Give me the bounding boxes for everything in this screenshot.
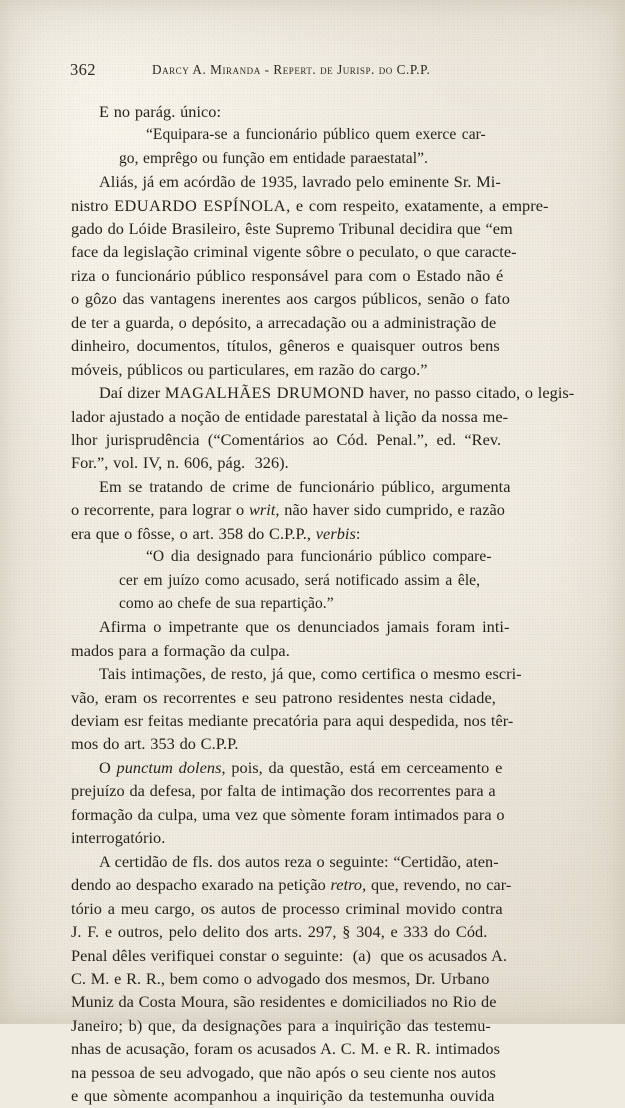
text-line: Daí dizer MAGALHÃES DRUMOND haver, no passo citado, o legis- <box>99 383 575 403</box>
text-line: gado do Lóide Brasileiro, êste Supremo Tribunal decidira que “em <box>71 218 513 238</box>
text-line: prejuízo da defesa, por falta de intimação dos recorrentes para a <box>71 781 496 801</box>
text-line: “O dia designado para funcionário público compare- <box>146 548 492 566</box>
paragraph-tais-intimacoes <box>71 662 555 756</box>
text-line: de ter a guarda, o depósito, a arrecadação ou a administração de <box>71 312 497 332</box>
text-line: riza o funcionário público responsável para com o Estado não é <box>71 265 504 285</box>
text-line: deviam esr feitas mediante precatória para aqui despedida, nos têr- <box>71 711 514 730</box>
page-number: 362 <box>70 60 96 79</box>
text-line: Afirma o impetrante que os denunciados jamais foram inti- <box>99 617 510 637</box>
paragraph-o-punctum-dolens <box>71 756 555 850</box>
text-line: J. F. e outros, pelo delito dos arts. 297, § 304, e 333 do Cód. <box>71 922 488 942</box>
text-line: formação da culpa, uma vez que sòmente foram intimados para o <box>71 804 505 824</box>
text-line: mos do art. 353 do C.P.P. <box>71 734 239 754</box>
text-line: lhor jurisprudência (“Comentários ao Cód. Penal.”, ed. “Rev. <box>71 430 502 450</box>
text-line: Penal dêles verifiquei constar o seguinte: (a) que os acusados A. <box>71 945 507 965</box>
paragraph-alias-ja-em-acordao <box>71 170 555 381</box>
text-line: Tais intimações, de resto, já que, como certifica o mesmo escri- <box>99 664 522 684</box>
text-line: face da legislação criminal vigente sôbre o peculato, o que caracte- <box>71 242 517 262</box>
text-line: “Equipara-se a funcionário público quem exerce car- <box>146 126 486 144</box>
text-line: dinheiro, documentos, títulos, gêneros e quaisquer outros bens <box>71 336 500 356</box>
paragraph-afirma-o-impetrante <box>71 615 555 662</box>
text-line: Em se tratando de crime de funcionário público, argumenta <box>99 476 511 496</box>
text-line: como ao chefe de sua repartição.” <box>119 594 334 612</box>
text-line: tório a meu cargo, os autos de processo criminal movido contra <box>71 898 503 918</box>
text-line: nhas de acusação, foram os acusados A. C. M. e R. R. intimados <box>71 1039 501 1059</box>
text-line: era que o fôsse, o art. 358 do C.P.P., verbis: <box>71 523 361 543</box>
text-line: lador ajustado a noção de entidade parestatal à lição da nossa me- <box>71 406 509 426</box>
text-line: go, emprêgo ou função em entidade paraestatal”. <box>119 149 428 167</box>
paragraph-dai-dizer-magalhaes-drumond <box>71 381 575 475</box>
text-line: O punctum dolens, pois, da questão, está em cerceamento e <box>99 757 503 777</box>
text-line: For.”, vol. IV, n. 606, pág. 326). <box>71 453 289 473</box>
text-line: na pessoa de seu advogado, que não após o seu ciente nos autos <box>71 1062 496 1082</box>
running-head <box>0 60 625 82</box>
quote-equipara-se <box>71 123 555 170</box>
paragraph-em-se-tratando-de-crime <box>71 475 555 545</box>
text-line: E no parág. único: <box>99 102 222 121</box>
paragraph-a-certidao-de-fls <box>71 850 555 1108</box>
text-line: nistro EDUARDO ESPÍNOLA, e com respeito, exatamente, a empre- <box>71 195 549 215</box>
text-line: Muniz da Costa Moura, são residentes e domiciliados no Rio de <box>71 992 497 1012</box>
quote-o-dia-designado <box>71 545 555 615</box>
text-line: móveis, públicos ou particulares, em razão do cargo.” <box>71 359 428 379</box>
text-line: mados para a formação da culpa. <box>71 640 290 660</box>
running-head-title: Darcy A. Miranda - Repert. de Jurisp. do C.P.P. <box>152 62 431 77</box>
text-line: A certidão de fls. dos autos reza o seguinte: “Certidão, aten- <box>99 851 499 871</box>
body-text <box>71 100 575 1108</box>
paragraph-e-no-parag-unico <box>71 100 555 123</box>
text-line: vão, eram os recorrentes e seu patrono residentes nesta cidade, <box>71 687 496 707</box>
text-line: C. M. e R. R., bem como o advogado dos mesmos, Dr. Urbano <box>71 968 490 988</box>
text-line: Janeiro; b) que, da designações para a inquirição das testemu- <box>71 1015 491 1035</box>
text-line: e que sòmente acompanhou a inquirição da testemunha ouvida <box>71 1086 495 1106</box>
text-line: o gôzo das vantagens inerentes aos cargos públicos, senão o fato <box>71 289 510 309</box>
text-line: Aliás, já em acórdão de 1935, lavrado pelo eminente Sr. Mi- <box>99 172 501 192</box>
text-line: interrogatório. <box>71 828 166 848</box>
text-line: o recorrente, para lograr o writ, não haver sido cumprido, e razão <box>71 500 505 520</box>
text-line: dendo ao despacho exarado na petição retro, que, revendo, no car- <box>71 875 512 895</box>
text-line: cer em juízo como acusado, será notificado assim a êle, <box>119 571 481 589</box>
